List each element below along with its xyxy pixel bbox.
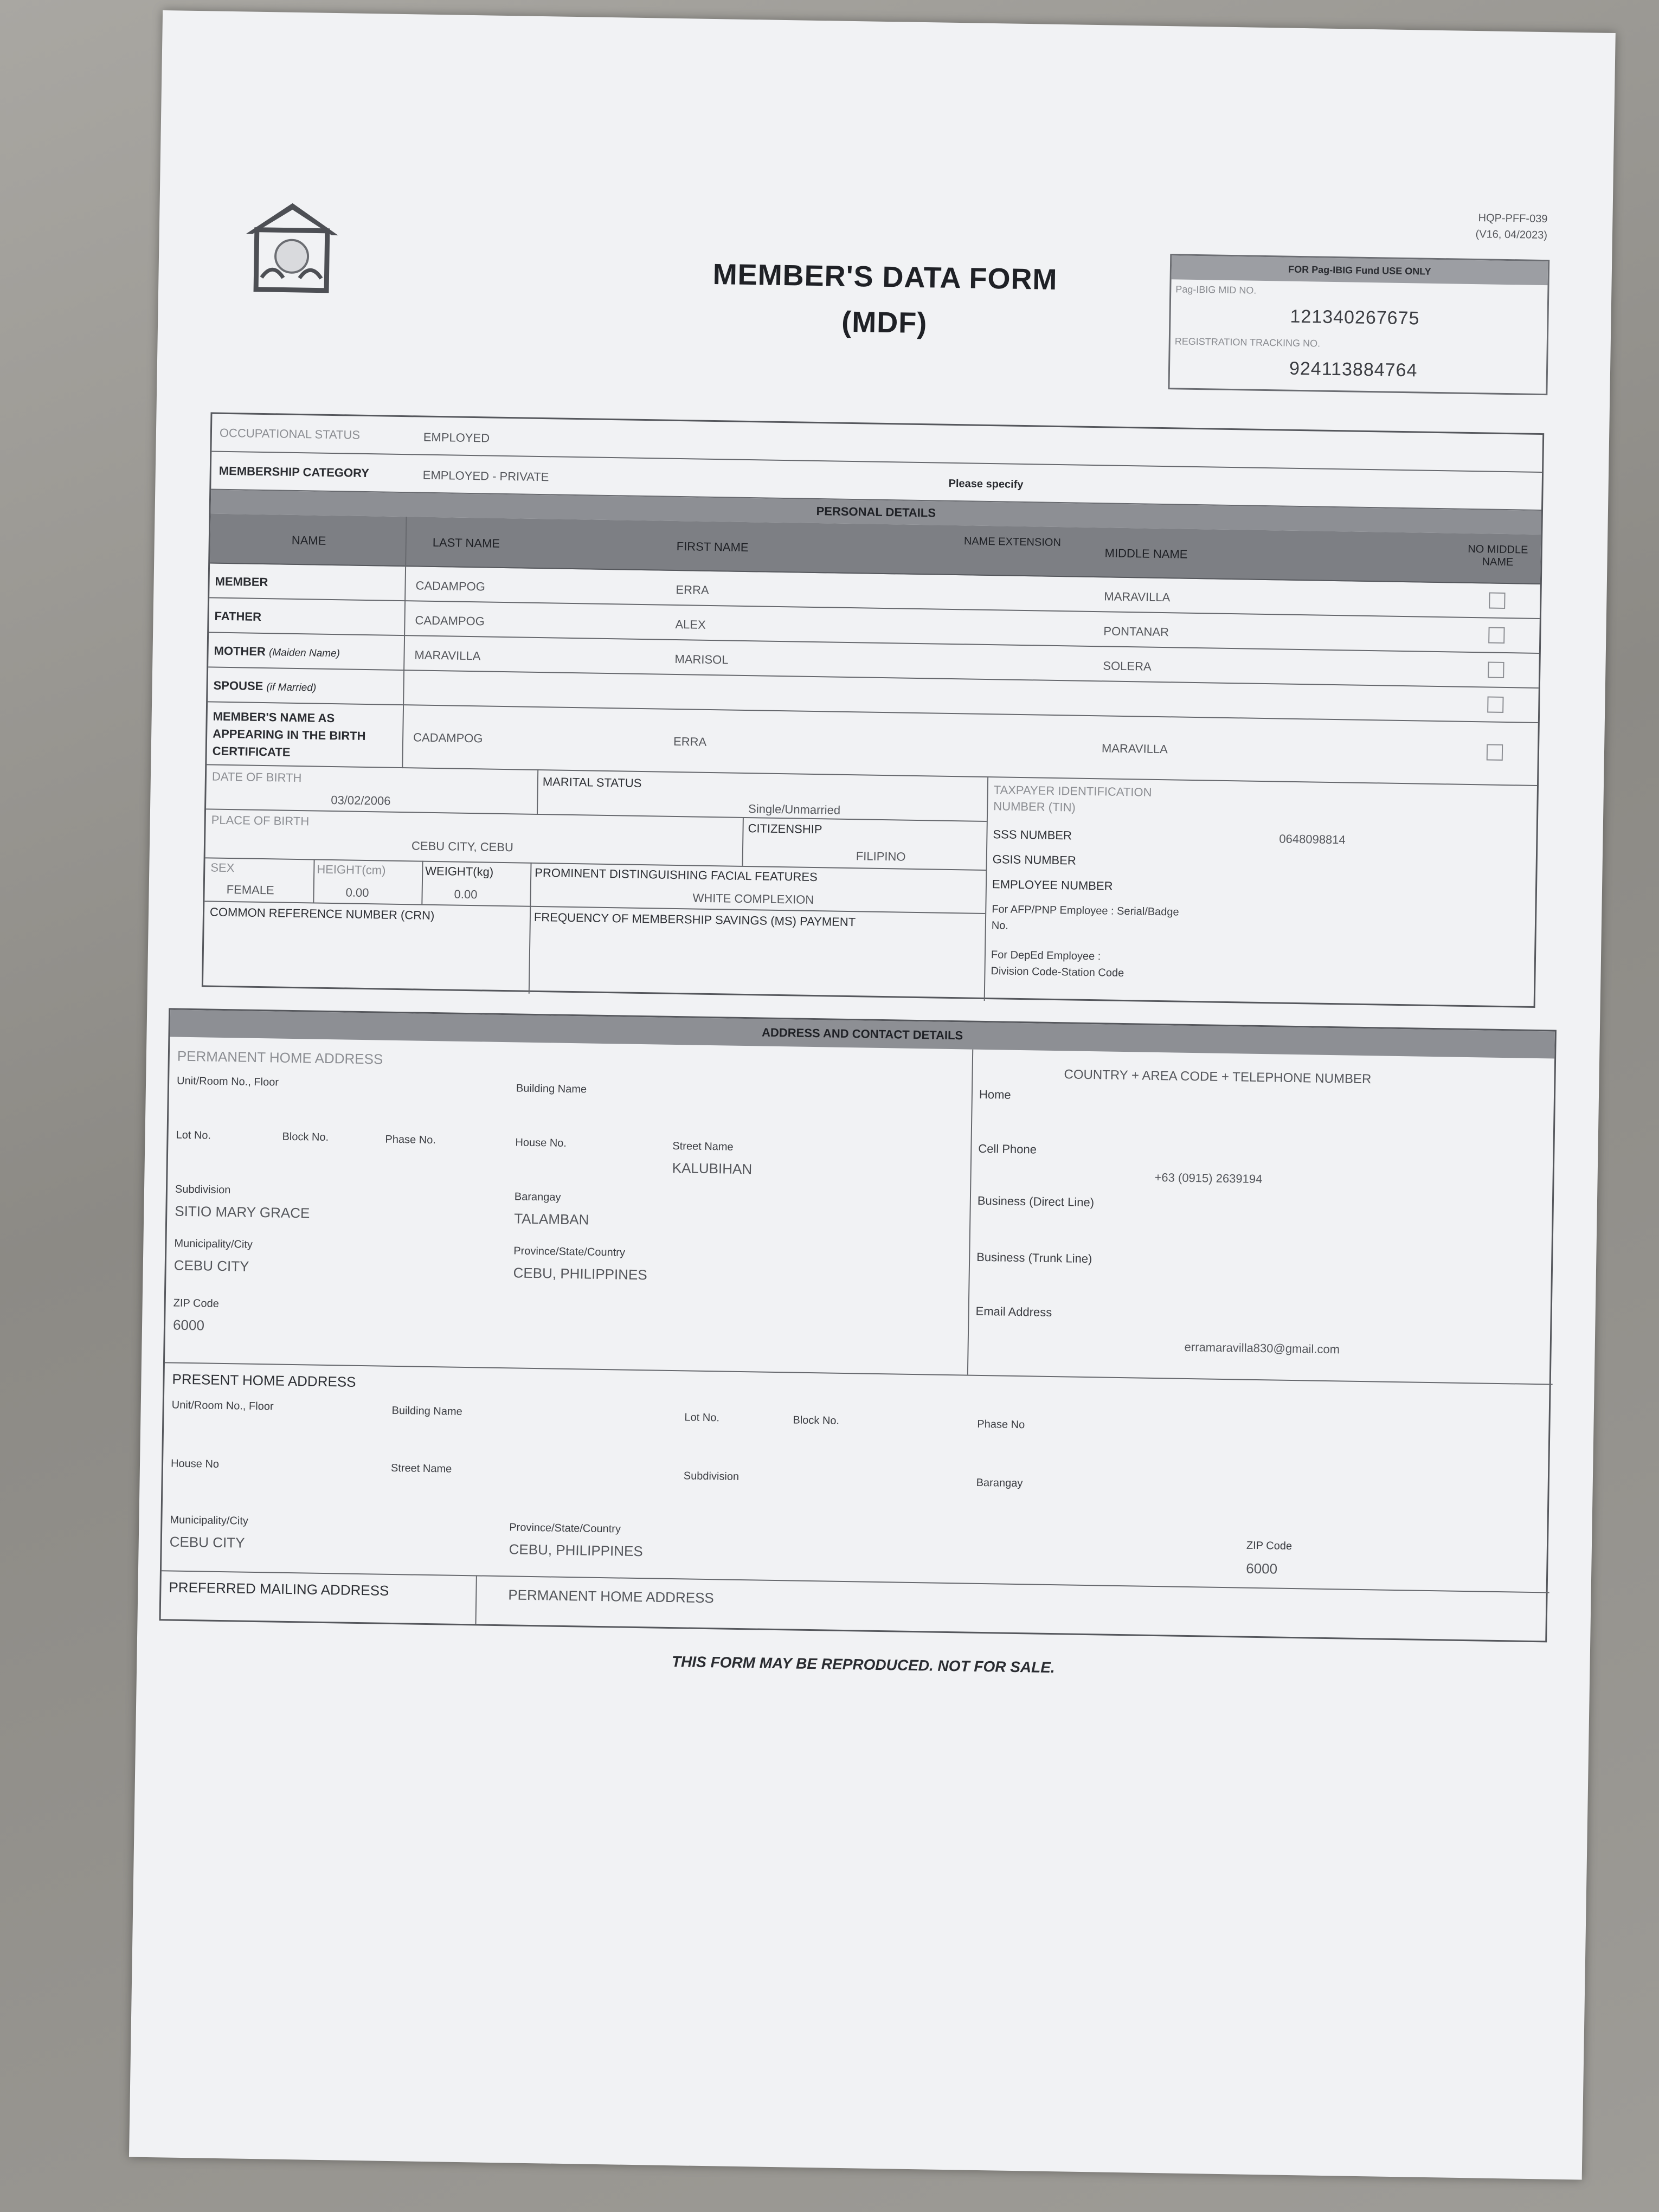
employee-number-label: EMPLOYEE NUMBER <box>992 877 1113 893</box>
phase-label: Phase No. <box>385 1133 436 1147</box>
mother-label-text: MOTHER <box>214 644 266 659</box>
barangay-value: TALAMBAN <box>514 1210 589 1228</box>
occupational-status-label: OCCUPATIONAL STATUS <box>219 426 361 442</box>
cell-phone-value: +63 (0915) 2639194 <box>1154 1170 1263 1186</box>
birth-cert-label-1: MEMBER'S NAME AS <box>213 709 335 725</box>
tin-label-1: TAXPAYER IDENTIFICATION <box>993 783 1152 799</box>
personal-details-table <box>202 412 1544 1008</box>
form-code-number: HQP-PFF-039 <box>1478 212 1548 226</box>
dob-value: 03/02/2006 <box>331 793 391 808</box>
zip-label: ZIP Code <box>173 1297 219 1310</box>
fund-box-heading: FOR Pag-IBIG Fund USE ONLY <box>1172 255 1548 285</box>
marital-status-label: MARITAL STATUS <box>542 775 642 790</box>
city-value: CEBU CITY <box>173 1257 249 1275</box>
present-city-value: CEBU CITY <box>169 1533 245 1551</box>
mother-label <box>214 644 340 660</box>
gsis-label: GSIS NUMBER <box>992 852 1076 867</box>
present-building-label: Building Name <box>391 1404 462 1418</box>
present-zip-label: ZIP Code <box>1246 1539 1293 1553</box>
birth-cert-middle-name: MARAVILLA <box>1101 741 1168 756</box>
birth-cert-first-name: ERRA <box>673 734 707 749</box>
barangay-label: Barangay <box>514 1191 561 1204</box>
form-code <box>1475 210 1547 243</box>
business-direct-label: Business (Direct Line) <box>977 1193 1095 1210</box>
pob-value: CEBU CITY, CEBU <box>411 839 514 854</box>
home-phone-label: Home <box>979 1087 1011 1102</box>
province-value: CEBU, PHILIPPINES <box>513 1264 647 1283</box>
weight-divider <box>529 863 532 994</box>
form-title-abbrev: (MDF) <box>841 305 928 340</box>
spouse-label-text: SPOUSE <box>213 678 263 693</box>
email-label: Email Address <box>975 1304 1052 1320</box>
present-house-label: House No <box>170 1457 220 1470</box>
form-version: (V16, 04/2023) <box>1475 228 1548 242</box>
weight-value: 0.00 <box>454 887 478 902</box>
member-first-name: ERRA <box>676 582 709 597</box>
address-contact-table <box>159 1008 1557 1642</box>
spouse-no-middle-checkbox[interactable] <box>1487 696 1503 712</box>
city-label: Municipality/City <box>174 1237 253 1251</box>
crn-label: COMMON REFERENCE NUMBER (CRN) <box>209 905 435 923</box>
father-last-name: CADAMPOG <box>415 613 485 628</box>
present-address-divider <box>165 1362 1553 1385</box>
sex-label: SEX <box>210 860 235 875</box>
pob-label: PLACE OF BIRTH <box>211 813 310 828</box>
lot-label: Lot No. <box>176 1129 211 1142</box>
spouse-label <box>213 679 316 695</box>
present-province-label: Province/State/Country <box>509 1521 621 1535</box>
row-divider-1 <box>206 808 987 822</box>
street-label: Street Name <box>672 1140 734 1153</box>
facial-features-value: WHITE COMPLEXION <box>692 891 814 907</box>
rtn-value: 924113884764 <box>1289 358 1418 381</box>
contact-number-header: COUNTRY + AREA CODE + TELEPHONE NUMBER <box>1064 1067 1372 1087</box>
afp-pnp-label-2: No. <box>991 919 1009 932</box>
father-first-name: ALEX <box>675 617 706 632</box>
birth-cert-label-3: CERTIFICATE <box>212 744 291 759</box>
mid-value: 121340267675 <box>1290 306 1420 329</box>
province-label: Province/State/Country <box>513 1245 626 1259</box>
present-address-label: PRESENT HOME ADDRESS <box>172 1371 356 1390</box>
present-street-label: Street Name <box>390 1462 452 1475</box>
pob-divider <box>742 817 744 866</box>
zip-value: 6000 <box>172 1316 205 1334</box>
tin-label <box>993 782 1152 817</box>
sex-divider <box>313 859 314 903</box>
please-specify-label: Please specify <box>948 477 1024 491</box>
afp-pnp-label-1: For AFP/PNP Employee : Serial/Badge <box>992 903 1179 918</box>
height-label: HEIGHT(cm) <box>317 862 386 877</box>
citizenship-value: FILIPINO <box>856 849 906 864</box>
present-barangay-label: Barangay <box>976 1476 1023 1490</box>
ms-frequency-label: FREQUENCY OF MEMBERSHIP SAVINGS (MS) PAYMENT <box>533 910 856 929</box>
spouse-label-sub: (if Married) <box>266 681 317 694</box>
birth-cert-last-name: CADAMPOG <box>413 730 483 745</box>
sss-value: 0648098814 <box>1279 832 1346 847</box>
mother-no-middle-checkbox[interactable] <box>1488 661 1504 678</box>
unit-label: Unit/Room No., Floor <box>176 1075 279 1089</box>
present-zip-value: 6000 <box>1246 1560 1278 1577</box>
sss-label: SSS NUMBER <box>993 827 1072 843</box>
mailing-address-label: PREFERRED MAILING ADDRESS <box>169 1579 389 1599</box>
deped-label-1: For DepEd Employee : <box>991 949 1101 963</box>
citizenship-label: CITIZENSHIP <box>748 821 822 837</box>
col-name: NAME <box>291 533 326 548</box>
street-value: KALUBIHAN <box>672 1159 753 1178</box>
marital-status-value: Single/Unmarried <box>748 802 841 817</box>
sex-value: FEMALE <box>226 883 274 897</box>
permanent-address-label: PERMANENT HOME ADDRESS <box>177 1047 383 1068</box>
weight-label: WEIGHT(kg) <box>425 864 494 879</box>
occupational-status-value: EMPLOYED <box>423 430 490 445</box>
dob-divider <box>537 770 538 814</box>
col-first-name: FIRST NAME <box>676 539 749 555</box>
address-contact-heading: ADDRESS AND CONTACT DETAILS <box>170 1009 1554 1058</box>
cell-phone-label: Cell Phone <box>978 1141 1037 1156</box>
email-value: erramaravilla830@gmail.com <box>1184 1340 1340 1356</box>
membership-category-label: MEMBERSHIP CATEGORY <box>218 464 370 480</box>
col-no-middle-name: NO MIDDLE NAME <box>1468 543 1528 569</box>
present-unit-label: Unit/Room No., Floor <box>171 1399 274 1413</box>
deped-label-2: Division Code-Station Code <box>991 965 1124 980</box>
father-no-middle-checkbox[interactable] <box>1488 627 1504 644</box>
col-name-extension: NAME EXTENSION <box>963 535 1062 549</box>
fund-use-only-box <box>1168 254 1549 395</box>
form-title-main: MEMBER'S DATA FORM <box>712 258 1058 296</box>
mother-last-name: MARAVILLA <box>414 648 481 663</box>
father-middle-name: PONTANAR <box>1103 624 1169 639</box>
birth-cert-label <box>212 708 366 762</box>
member-label: MEMBER <box>215 574 268 589</box>
tin-label-2: NUMBER (TIN) <box>993 799 1076 814</box>
lower-right-divider <box>984 777 988 1001</box>
business-trunk-label: Business (Trunk Line) <box>976 1250 1092 1266</box>
building-label: Building Name <box>516 1082 587 1096</box>
height-divider <box>421 861 423 904</box>
member-last-name: CADAMPOG <box>415 578 486 594</box>
col-last-name: LAST NAME <box>432 535 500 550</box>
present-lot-label: Lot No. <box>684 1411 720 1424</box>
reproduction-note: THIS FORM MAY BE REPRODUCED. NOT FOR SALE. <box>671 1653 1055 1676</box>
mailing-divider <box>475 1575 477 1624</box>
present-subdivision-label: Subdivision <box>683 1470 740 1483</box>
mid-label: Pag-IBIG MID NO. <box>1175 284 1257 296</box>
membership-category-value: EMPLOYED - PRIVATE <box>422 468 549 484</box>
present-phase-label: Phase No <box>977 1418 1025 1431</box>
deped-label <box>991 947 1124 981</box>
col-middle-name: MIDDLE NAME <box>1104 546 1188 561</box>
block-label: Block No. <box>282 1130 329 1144</box>
facial-features-label: PROMINENT DISTINGUISHING FACIAL FEATURES <box>535 865 818 884</box>
form-page <box>129 10 1616 2180</box>
dob-label: DATE OF BIRTH <box>211 769 302 785</box>
mother-label-sub: (Maiden Name) <box>268 647 340 660</box>
house-label: House No. <box>515 1136 567 1149</box>
mailing-address-value: PERMANENT HOME ADDRESS <box>508 1586 715 1606</box>
subdivision-value: SITIO MARY GRACE <box>175 1203 310 1221</box>
father-label: FATHER <box>214 609 262 623</box>
mother-first-name: MARISOL <box>674 652 729 667</box>
height-value: 0.00 <box>345 885 369 900</box>
member-middle-name: MARAVILLA <box>1104 589 1171 605</box>
present-block-label: Block No. <box>793 1414 840 1427</box>
rtn-label: REGISTRATION TRACKING NO. <box>1174 336 1321 349</box>
present-city-label: Municipality/City <box>170 1514 249 1527</box>
present-province-value: CEBU, PHILIPPINES <box>509 1541 643 1560</box>
personal-details-heading: PERSONAL DETAILS <box>211 490 1541 535</box>
mother-middle-name: SOLERA <box>1103 659 1152 673</box>
address-contact-divider <box>967 1050 973 1375</box>
birth-cert-label-2: APPEARING IN THE BIRTH <box>213 726 366 743</box>
member-no-middle-checkbox[interactable] <box>1489 593 1505 609</box>
birth-cert-no-middle-checkbox[interactable] <box>1487 744 1503 760</box>
subdivision-label: Subdivision <box>175 1183 231 1197</box>
afp-pnp-label <box>992 901 1179 936</box>
